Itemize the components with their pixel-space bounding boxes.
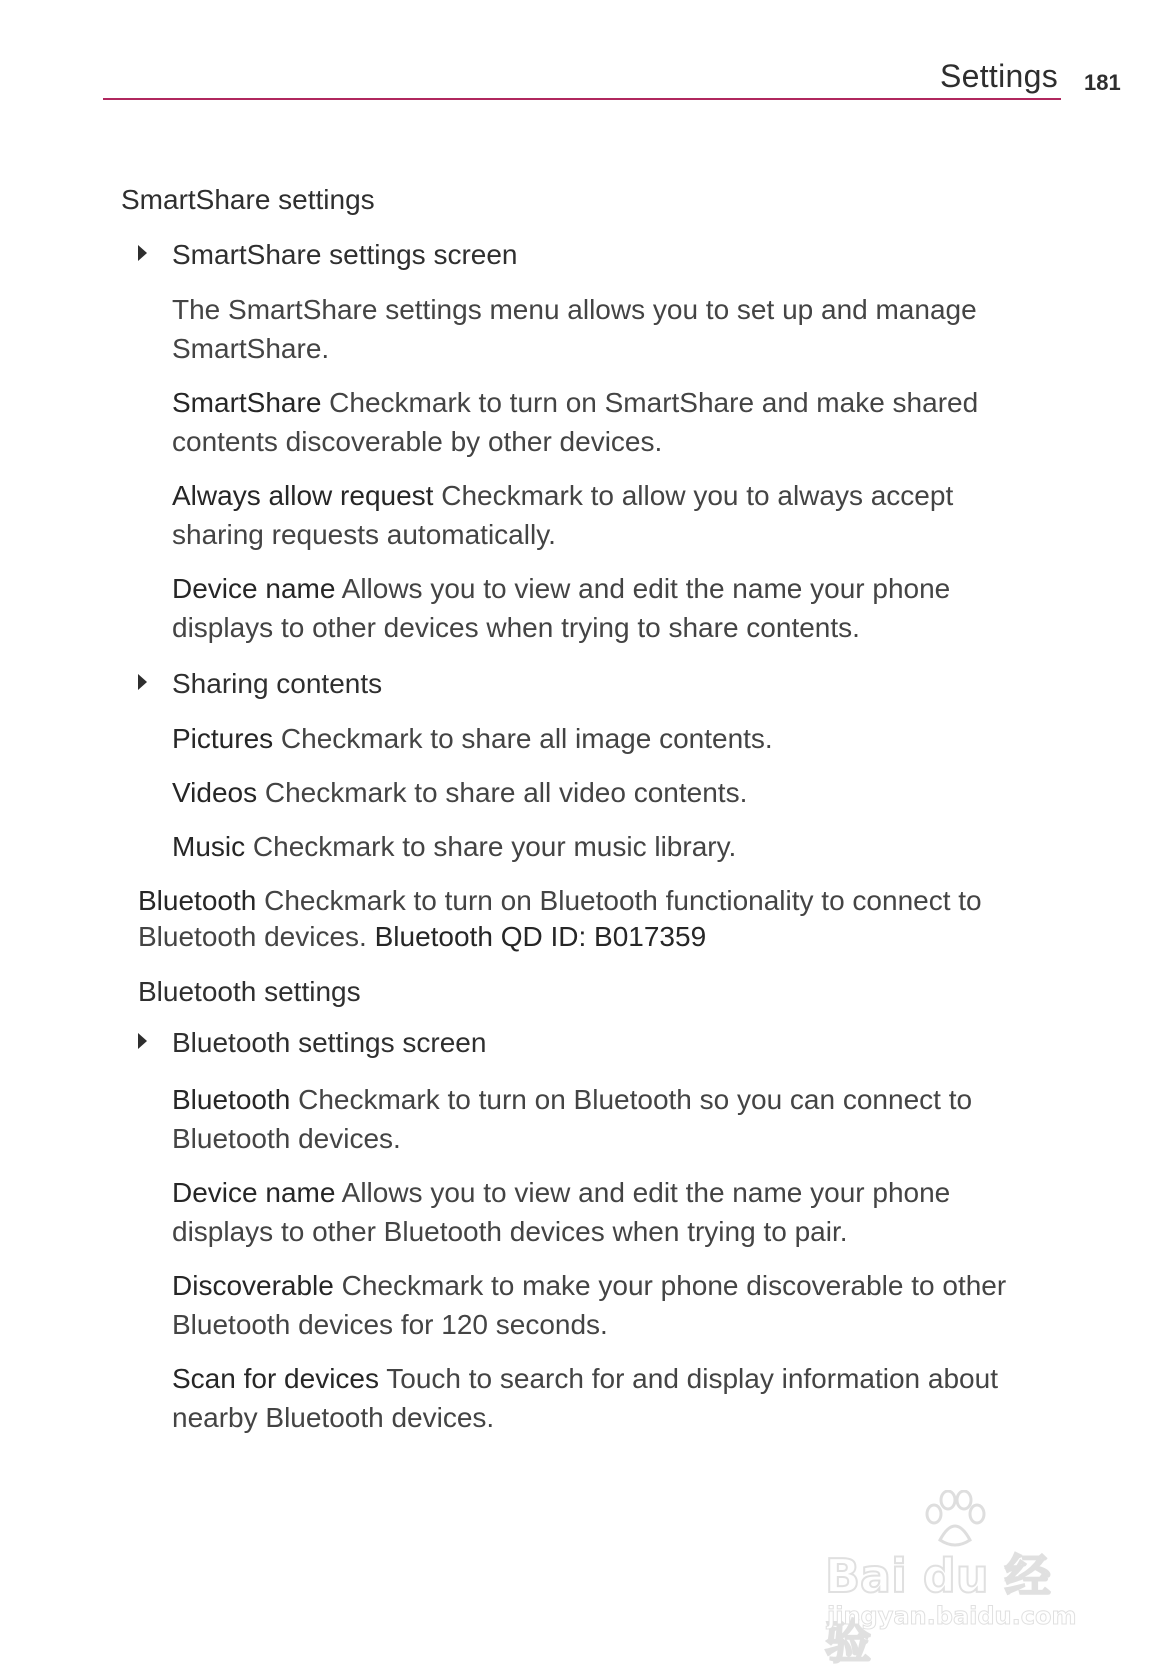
baidu-watermark [825, 1490, 1095, 1669]
definition-smartshare: SmartShare Checkmark to turn on SmartShare and make shared contents discoverable by other devices. [172, 387, 979, 457]
term: Device name [172, 1177, 336, 1208]
header-title: Settings [940, 58, 1059, 94]
definition-videos [172, 773, 747, 812]
term: Bluetooth [138, 885, 257, 916]
smartshare-intro: The SmartShare settings menu allows you to set up and manage SmartShare. [172, 294, 977, 364]
description: Touch to search for and display information about [379, 1363, 998, 1394]
term: Music [172, 831, 246, 862]
description: Checkmark to turn on Bluetooth functionality to connect to [256, 885, 982, 916]
definition-music [172, 827, 736, 866]
description: Allows you to view and edit the name your phone [335, 573, 951, 604]
definition-bluetooth-toggle: Bluetooth Checkmark to turn on Bluetooth so you can connect to Bluetooth devices. [172, 1084, 973, 1154]
header-rule [103, 98, 1061, 100]
term: Bluetooth [172, 1084, 291, 1115]
description: Checkmark to share all video contents. [257, 777, 748, 808]
subheading-smartshare-settings-screen: SmartShare settings screen [138, 235, 518, 274]
term: Pictures [172, 723, 274, 754]
bullet-arrow-icon [138, 674, 147, 690]
watermark-brand: Bai du 经验 [825, 1549, 1051, 1669]
description: Checkmark to share your music library. [245, 831, 737, 862]
description: Allows you to view and edit the name your phone [335, 1177, 951, 1208]
definition-discoverable: Discoverable Checkmark to make your phone discoverable to other Bluetooth devices for 120 seconds. [172, 1270, 1007, 1340]
bullet-arrow-icon [138, 245, 147, 261]
definition-device-name: Device name Allows you to view and edit the name your phone displays to other devices when trying to share contents. [172, 573, 951, 643]
term: Always allow request [172, 480, 434, 511]
term: SmartShare [172, 387, 322, 418]
description: Checkmark to make your phone discoverable to other [333, 1270, 1007, 1301]
term: Videos [172, 777, 258, 808]
description: Checkmark to turn on Bluetooth so you can connect to [290, 1084, 973, 1115]
bluetooth-qd-id: Bluetooth QD ID: B017359 [374, 921, 707, 952]
definition-bluetooth-device-name: Device name Allows you to view and edit the name your phone displays to other Bluetooth devices when trying to pair. [172, 1177, 951, 1247]
description: Checkmark to turn on SmartShare and make shared [321, 387, 979, 418]
term: Discoverable [172, 1270, 334, 1301]
section-heading-smartshare-settings: SmartShare settings [121, 184, 375, 215]
subheading-sharing-contents: Sharing contents [138, 664, 382, 703]
watermark-url: jingyan.baidu.com [827, 1602, 1077, 1630]
page-number: 181 [1084, 70, 1121, 95]
section-heading-bluetooth-settings: Bluetooth settings [138, 976, 361, 1007]
definition-scan-for-devices: Scan for devices Touch to search for and display information about nearby Bluetooth devices. [172, 1363, 998, 1433]
description: Checkmark to share all image contents. [273, 723, 773, 754]
definition-bluetooth: Bluetooth Checkmark to turn on Bluetooth functionality to connect to Bluetooth devices. Bluetooth QD ID: B017359 [138, 885, 982, 952]
definition-pictures [172, 719, 773, 758]
bullet-arrow-icon [138, 1033, 147, 1049]
description: Checkmark to allow you to always accept [433, 480, 954, 511]
term: Scan for devices [172, 1363, 379, 1394]
definition-always-allow-request: Always allow request Checkmark to allow you to always accept sharing requests automatically. [172, 480, 954, 550]
subheading-bluetooth-settings-screen: Bluetooth settings screen [138, 1023, 486, 1062]
term: Device name [172, 573, 336, 604]
